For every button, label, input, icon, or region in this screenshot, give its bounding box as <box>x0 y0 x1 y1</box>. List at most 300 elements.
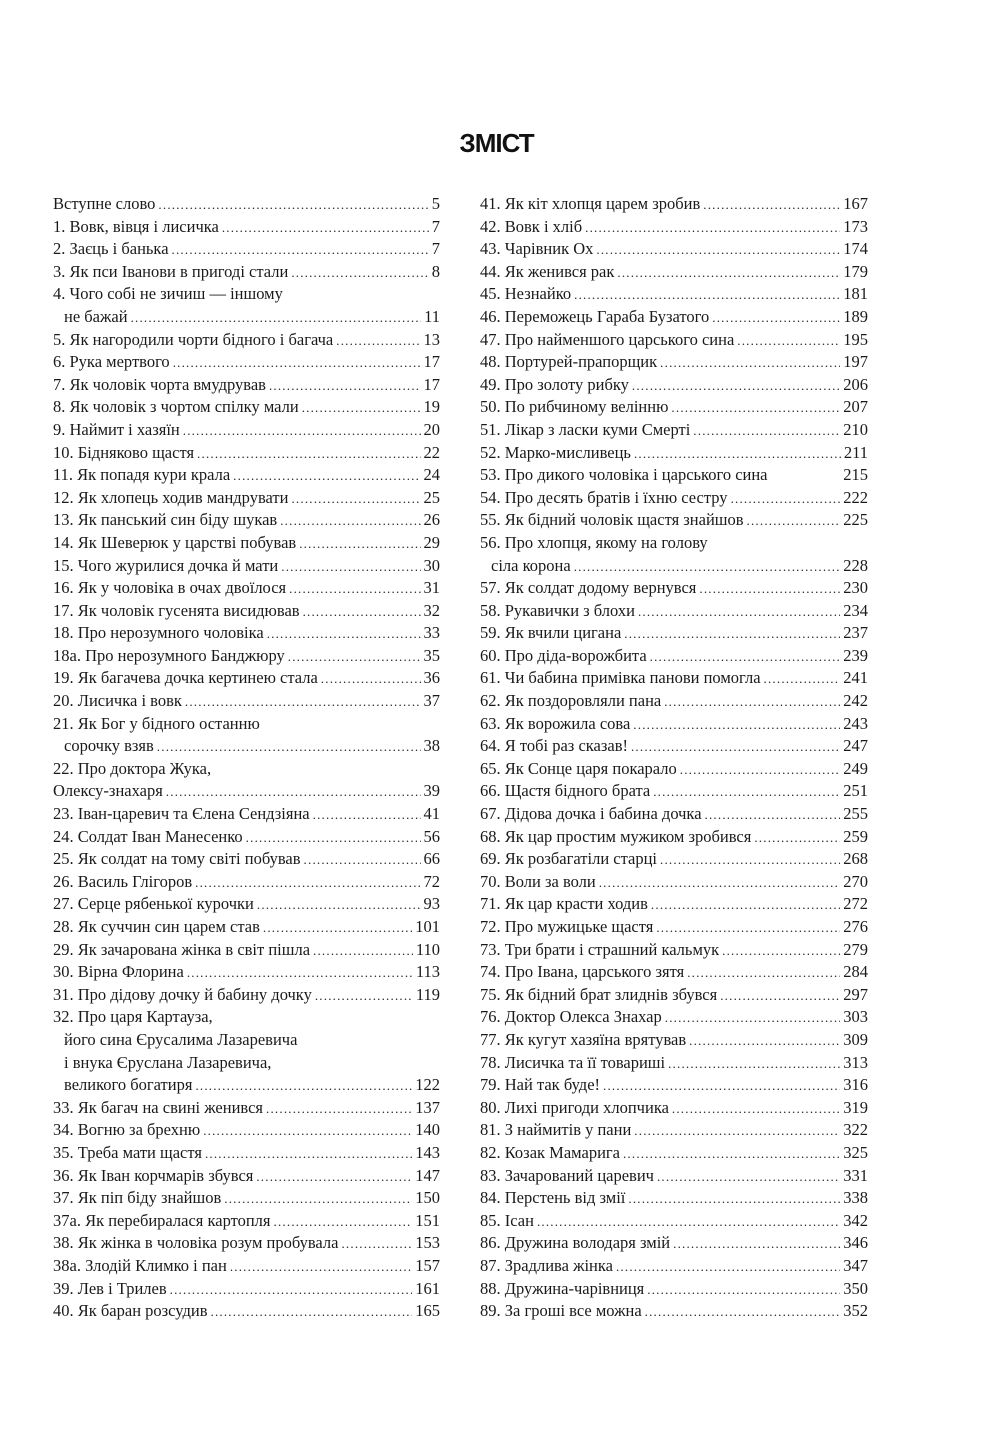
toc-entry-line <box>480 1255 868 1278</box>
toc-entry <box>480 984 868 1007</box>
toc-page-number: 36 <box>423 668 440 688</box>
toc-entry-line <box>480 871 868 894</box>
toc-entry-line <box>53 283 440 306</box>
toc-entry-line <box>53 758 440 781</box>
toc-entry-title: 68. Як цар простим мужиком зробився <box>480 826 752 846</box>
toc-page-number: 272 <box>843 894 868 914</box>
toc-page-number: 174 <box>843 239 868 259</box>
toc-entry <box>480 442 868 465</box>
toc-entry <box>480 1232 868 1255</box>
toc-entry <box>53 1210 440 1233</box>
toc-entry-line <box>53 1165 440 1188</box>
toc-entry-line <box>53 916 440 939</box>
dot-leader <box>170 1279 413 1302</box>
toc-entry-line <box>480 351 868 374</box>
toc-entry-line <box>480 329 868 352</box>
toc-entry <box>480 645 868 668</box>
toc-entry <box>480 1165 868 1188</box>
toc-entry <box>53 509 440 532</box>
dot-leader <box>650 646 841 669</box>
toc-page-number: 251 <box>843 781 868 801</box>
toc-entry <box>480 283 868 306</box>
dot-leader <box>699 578 840 601</box>
toc-page-number: 19 <box>423 397 440 417</box>
dot-leader <box>617 262 840 285</box>
dot-leader <box>632 375 840 398</box>
toc-page-number: 66 <box>423 849 440 869</box>
dot-leader <box>233 465 420 488</box>
toc-entry-line <box>480 758 868 781</box>
dot-leader <box>693 420 840 443</box>
dot-leader <box>304 849 421 872</box>
toc-entry-line <box>480 645 868 668</box>
dot-leader <box>668 1053 840 1076</box>
toc-page-number: 338 <box>843 1188 868 1208</box>
toc-entry <box>53 396 440 419</box>
toc-entry-title: 56. Про хлопця, якому на голову <box>480 532 708 552</box>
toc-entry-line <box>480 261 868 284</box>
toc-entry-title: 48. Портурей-прапорщик <box>480 352 658 372</box>
toc-entry-title: 87. Зрадлива жінка <box>480 1255 613 1275</box>
dot-leader <box>315 985 413 1008</box>
dot-leader <box>665 1007 841 1030</box>
toc-entry-title: 44. Як женився рак <box>480 261 615 281</box>
toc-entry-line <box>480 826 868 849</box>
toc-entry-title: 53. Про дикого чоловіка і царського сина <box>480 465 768 485</box>
toc-entry-line <box>480 803 868 826</box>
toc-page-number: 150 <box>415 1188 440 1208</box>
toc-entry <box>480 600 868 623</box>
toc-entry-line <box>53 1119 440 1142</box>
dot-leader <box>764 668 841 691</box>
dot-leader <box>712 307 840 330</box>
toc-page-number: 189 <box>843 306 868 326</box>
toc-entry <box>480 735 868 758</box>
toc-entry-title: 63. Як ворожила сова <box>480 713 631 733</box>
toc-entry-line <box>480 1119 868 1142</box>
toc-page-number: 195 <box>843 329 868 349</box>
toc-page-number: 38 <box>423 736 440 756</box>
toc-page-number: 322 <box>843 1120 868 1140</box>
toc-entry-line <box>480 1300 868 1323</box>
toc-entry-title: 3. Як пси Іванови в пригоді стали <box>53 261 289 281</box>
toc-entry-title: 38. Як жінка в чоловіка розум пробувала <box>53 1233 339 1253</box>
toc-entry-title: 67. Дідова дочка і бабина дочка <box>480 804 702 824</box>
dot-leader <box>157 736 421 759</box>
toc-entry-title: 78. Лисичка та її товариші <box>480 1052 666 1072</box>
toc-entry-title: 33. Як багач на свині женився <box>53 1097 264 1117</box>
dot-leader <box>720 985 840 1008</box>
toc-entry <box>53 893 440 916</box>
toc-entry-line <box>53 1278 440 1301</box>
toc-entry-title: 51. Лікар з ласки куми Смерті <box>480 419 691 439</box>
toc-entry <box>480 780 868 803</box>
toc-column-left <box>53 193 440 1323</box>
toc-entry-title: 24. Солдат Іван Манесенко <box>53 826 243 846</box>
toc-page-number: 22 <box>423 442 440 462</box>
toc-entry <box>480 893 868 916</box>
toc-page-number: 151 <box>415 1210 440 1230</box>
toc-entry <box>53 871 440 894</box>
toc-page-number: 325 <box>843 1142 868 1162</box>
dot-leader <box>302 397 421 420</box>
toc-entry-title: 73. Три брати і страшний кальмук <box>480 939 720 959</box>
dot-leader <box>660 849 840 872</box>
toc-entry-line <box>480 1052 868 1075</box>
dot-leader <box>585 217 840 240</box>
toc-page-number: 234 <box>843 600 868 620</box>
toc-entry-title: 12. Як хлопець ходив мандрувати <box>53 487 289 507</box>
toc-page-number: 147 <box>415 1165 440 1185</box>
toc-entry-title: 35. Треба мати щастя <box>53 1142 202 1162</box>
toc-page-number: 33 <box>423 623 440 643</box>
toc-entry-line <box>53 1232 440 1255</box>
dot-leader <box>313 940 413 963</box>
toc-entry-title: 29. Як зачарована жінка в світ пішла <box>53 939 311 959</box>
toc-page-number: 167 <box>843 194 868 213</box>
toc-entry <box>53 961 440 984</box>
toc-entry-title: 88. Дружина-чарівниця <box>480 1278 645 1298</box>
toc-entry-line <box>53 735 440 758</box>
toc-page-number: 241 <box>843 668 868 688</box>
toc-entry <box>480 374 868 397</box>
toc-entry-title: 14. Як Шеверюк у царстві побував <box>53 532 297 552</box>
dot-leader <box>166 781 421 804</box>
toc-entry-line <box>480 984 868 1007</box>
toc-page-number: 161 <box>415 1278 440 1298</box>
toc-entry <box>480 758 868 781</box>
toc-entry-title: 1. Вовк, вівця і лисичка <box>53 216 219 236</box>
toc-entry-title: 82. Козак Мамарига <box>480 1142 620 1162</box>
toc-entry-title: 41. Як кіт хлопця царем зробив <box>480 194 701 213</box>
toc-entry-title: 58. Рукавички з блохи <box>480 600 635 620</box>
toc-page-number: 303 <box>843 1007 868 1027</box>
toc-entry <box>480 622 868 645</box>
dot-leader <box>651 894 840 917</box>
toc-entry <box>480 871 868 894</box>
toc-page-number: 249 <box>843 758 868 778</box>
toc-entry-line <box>480 509 868 532</box>
toc-entry-line <box>53 961 440 984</box>
dot-leader <box>281 556 420 579</box>
dot-leader <box>195 1075 412 1098</box>
toc-entry-title: і внука Єруслана Лазаревича, <box>64 1052 272 1072</box>
toc-entry-line <box>53 374 440 397</box>
toc-page-number: 41 <box>423 804 440 824</box>
dot-leader <box>574 284 840 307</box>
dot-leader <box>754 827 840 850</box>
toc-entry-line <box>53 600 440 623</box>
toc-entry <box>53 532 440 555</box>
toc-entry-line <box>480 1165 868 1188</box>
toc-entry <box>480 848 868 871</box>
dot-leader <box>195 872 420 895</box>
toc-page-number: 25 <box>423 487 440 507</box>
toc-entry-title: 46. Переможець Гараба Бузатого <box>480 306 710 326</box>
dot-leader <box>291 488 420 511</box>
dot-leader <box>172 239 429 262</box>
toc-page-number: 206 <box>843 374 868 394</box>
toc-entry <box>53 1097 440 1120</box>
toc-entry <box>53 261 440 284</box>
toc-entry <box>53 690 440 713</box>
toc-entry <box>480 1029 868 1052</box>
toc-entry-line <box>480 464 868 487</box>
toc-entry-title: 49. Про золоту рибку <box>480 374 629 394</box>
toc-entry <box>53 1165 440 1188</box>
toc-entry-line <box>480 690 868 713</box>
toc-entry <box>480 1119 868 1142</box>
toc-entry <box>480 329 868 352</box>
toc-page-number: 157 <box>415 1255 440 1275</box>
toc-entry-line <box>53 532 440 555</box>
toc-page-number: 37 <box>423 691 440 711</box>
toc-page-number: 352 <box>843 1301 868 1321</box>
toc-page-number: 35 <box>423 645 440 665</box>
toc-page-number: 179 <box>843 261 868 281</box>
toc-entry-title: Олексу-знахаря <box>53 781 163 801</box>
toc-entry <box>53 442 440 465</box>
toc-entry <box>53 600 440 623</box>
toc-entry <box>53 803 440 826</box>
toc-page-number: 210 <box>843 419 868 439</box>
toc-entry-title: 30. Вірна Флорина <box>53 962 184 982</box>
toc-page-number: 119 <box>415 984 440 1004</box>
dot-leader <box>599 872 841 895</box>
dot-leader <box>689 1030 840 1053</box>
toc-entry-line <box>480 1142 868 1165</box>
toc-entry-line <box>53 871 440 894</box>
dot-leader <box>647 1279 840 1302</box>
toc-entry <box>53 1142 440 1165</box>
toc-entry-line <box>53 1029 440 1052</box>
toc-entry-title: 9. Наймит і хазяїн <box>53 419 180 439</box>
toc-page-number: 279 <box>843 939 868 959</box>
toc-entry <box>53 419 440 442</box>
toc-page-number: 5 <box>431 194 440 213</box>
toc-entry <box>480 803 868 826</box>
toc-entry-title: його сина Єрусалима Лазаревича <box>64 1029 298 1049</box>
toc-entry <box>53 622 440 645</box>
toc-entry-title: Вступне слово <box>53 194 156 213</box>
dot-leader <box>660 352 840 375</box>
toc-entry-line <box>480 396 868 419</box>
toc-page-number: 222 <box>843 487 868 507</box>
toc-page-number: 181 <box>843 284 868 304</box>
toc-entry-title: 79. Най так буде! <box>480 1075 601 1095</box>
toc-entry-line <box>480 577 868 600</box>
toc-entry-title: 81. З наймитів у пани <box>480 1120 632 1140</box>
toc-page-number: 268 <box>843 849 868 869</box>
toc-entry-line <box>480 238 868 261</box>
dot-leader <box>645 1301 841 1324</box>
toc-entry-line <box>480 622 868 645</box>
dot-leader <box>173 352 421 375</box>
toc-entry-title: 75. Як бідний брат злиднів збувся <box>480 984 718 1004</box>
toc-entry-title: 57. Як солдат додому вернувся <box>480 578 697 598</box>
toc-page-number: 350 <box>843 1278 868 1298</box>
dot-leader <box>224 1188 412 1211</box>
toc-page-number: 259 <box>843 826 868 846</box>
toc-entry <box>480 713 868 736</box>
toc-entry-line <box>480 1210 868 1233</box>
toc-entry-title: 43. Чарівник Ох <box>480 239 594 259</box>
toc-entry-title: 36. Як Іван корчмарів збувся <box>53 1165 254 1185</box>
toc-entry-line <box>480 1074 868 1097</box>
toc-entry-line <box>53 442 440 465</box>
dot-leader <box>269 375 421 398</box>
toc-entry <box>480 1210 868 1233</box>
toc-entry <box>480 1187 868 1210</box>
toc-entry-title: 71. Як цар красти ходив <box>480 894 648 914</box>
toc-page-number: 230 <box>843 578 868 598</box>
toc-entry <box>53 713 440 758</box>
toc-entry-line <box>480 939 868 962</box>
toc-entry <box>480 487 868 510</box>
toc-entry <box>53 1300 440 1323</box>
toc-entry-line <box>53 193 440 216</box>
toc-entry <box>53 374 440 397</box>
toc-entry <box>53 1255 440 1278</box>
toc-entry <box>53 193 440 216</box>
dot-leader <box>183 420 421 443</box>
toc-entry-line <box>53 690 440 713</box>
dot-leader <box>280 510 420 533</box>
toc-page-number: 56 <box>423 826 440 846</box>
toc-entry-line <box>480 532 868 555</box>
toc-entry-title: 83. Зачарований царевич <box>480 1165 654 1185</box>
toc-entry-line <box>480 848 868 871</box>
toc-entry-title: 31. Про дідову дочку й бабину дочку <box>53 984 312 1004</box>
toc-entry-title: 34. Вогню за брехню <box>53 1120 201 1140</box>
toc-entry-title: 10. Бідняково щастя <box>53 442 195 462</box>
toc-entry-line <box>53 1074 440 1097</box>
toc-page-number: 20 <box>423 419 440 439</box>
toc-entry-line <box>480 419 868 442</box>
toc-entry-line <box>53 713 440 736</box>
toc-entry-line <box>480 487 868 510</box>
toc-page-number: 207 <box>843 397 868 417</box>
toc-entry-title: 11. Як попадя кури крала <box>53 465 231 485</box>
toc-entry <box>480 509 868 532</box>
dot-leader <box>256 1166 412 1189</box>
dot-leader <box>722 940 840 963</box>
dot-leader <box>203 1120 412 1143</box>
toc-entry-title: 61. Чи бабина примівка панови помогла <box>480 668 761 688</box>
dot-leader <box>672 1098 840 1121</box>
toc-page-number: 197 <box>843 352 868 372</box>
toc-entry-line <box>53 464 440 487</box>
toc-entry <box>480 261 868 284</box>
toc-entry <box>480 464 868 487</box>
toc-entry <box>480 396 868 419</box>
toc-page-number: 316 <box>843 1075 868 1095</box>
dot-leader <box>747 510 841 533</box>
toc-entry-line <box>53 826 440 849</box>
toc-entry <box>480 1006 868 1029</box>
dot-leader <box>288 646 421 669</box>
toc-entry <box>480 1255 868 1278</box>
toc-entry-line <box>480 1187 868 1210</box>
toc-entry-title: 37а. Як перебиралася картопля <box>53 1210 271 1230</box>
toc-entry <box>480 193 868 216</box>
toc-entry-title: 32. Про царя Картауза, <box>53 1007 213 1027</box>
toc-entry-line <box>480 1097 868 1120</box>
toc-entry-line <box>53 803 440 826</box>
toc-entry <box>53 555 440 578</box>
toc-page-number: 255 <box>843 804 868 824</box>
toc-entry-line <box>53 939 440 962</box>
toc-page-number: 242 <box>843 691 868 711</box>
toc-entry-title: 7. Як чоловік чорта вмудрував <box>53 374 266 394</box>
toc-entry-title: 55. Як бідний чоловік щастя знайшов <box>480 510 744 530</box>
dot-leader <box>737 330 840 353</box>
toc-entry-title: 21. Як Бог у бідного останню <box>53 713 260 733</box>
dot-leader <box>291 262 428 285</box>
toc-entry-title: 84. Перстень від змії <box>480 1188 626 1208</box>
toc-entry-line <box>53 780 440 803</box>
dot-leader <box>341 1233 412 1256</box>
toc-entry <box>480 419 868 442</box>
toc-entry-title: 20. Лисичка і вовк <box>53 691 182 711</box>
toc-entry <box>53 283 440 328</box>
toc-entry <box>480 1097 868 1120</box>
toc-entry-line <box>53 306 440 329</box>
dot-leader <box>664 691 840 714</box>
toc-entry-line <box>53 238 440 261</box>
toc-page-number: 211 <box>843 442 868 462</box>
toc-entry-title: 77. Як кугут хазяїна врятував <box>480 1029 687 1049</box>
toc-entry-title: 74. Про Івана, царського зятя <box>480 962 685 982</box>
dot-leader <box>705 804 841 827</box>
toc-entry-line <box>53 509 440 532</box>
toc-page-number: 319 <box>843 1097 868 1117</box>
toc-entry <box>480 939 868 962</box>
toc-entry-line <box>53 487 440 510</box>
dot-leader <box>731 488 841 511</box>
toc-entry <box>480 826 868 849</box>
toc-entry-line <box>53 1300 440 1323</box>
toc-entry-title: 47. Про найменшого царського сина <box>480 329 735 349</box>
toc-entry-title: 76. Доктор Олекса Знахар <box>480 1007 662 1027</box>
dot-leader <box>656 917 840 940</box>
toc-page-number: 140 <box>415 1120 440 1140</box>
toc-page-number: 93 <box>423 894 440 914</box>
toc-page-number: 165 <box>415 1301 440 1321</box>
toc-entry-title: великого богатиря <box>64 1075 193 1095</box>
dot-leader <box>321 668 421 691</box>
toc-entry-line <box>480 1006 868 1029</box>
toc-entry-title: 18. Про нерозумного чоловіка <box>53 623 264 643</box>
toc-entry-line <box>480 442 868 465</box>
toc-entry <box>53 1006 440 1096</box>
toc-entry-title: 13. Як панський син біду шукав <box>53 510 278 530</box>
dot-leader <box>653 781 840 804</box>
dot-leader <box>299 533 420 556</box>
toc-entry-line <box>480 600 868 623</box>
toc-page-number: 173 <box>843 216 868 236</box>
page-title: ЗМІСТ <box>459 128 534 158</box>
toc-entry <box>480 916 868 939</box>
toc-page-number: 8 <box>431 261 440 281</box>
toc-page-number: 346 <box>843 1233 868 1253</box>
toc-entry <box>53 1119 440 1142</box>
toc-entry-title: 45. Незнайко <box>480 284 572 304</box>
toc-entry-title: 18а. Про нерозумного Банджюру <box>53 645 285 665</box>
dot-leader <box>624 623 840 646</box>
toc-entry <box>53 238 440 261</box>
toc-entry-line <box>53 848 440 871</box>
